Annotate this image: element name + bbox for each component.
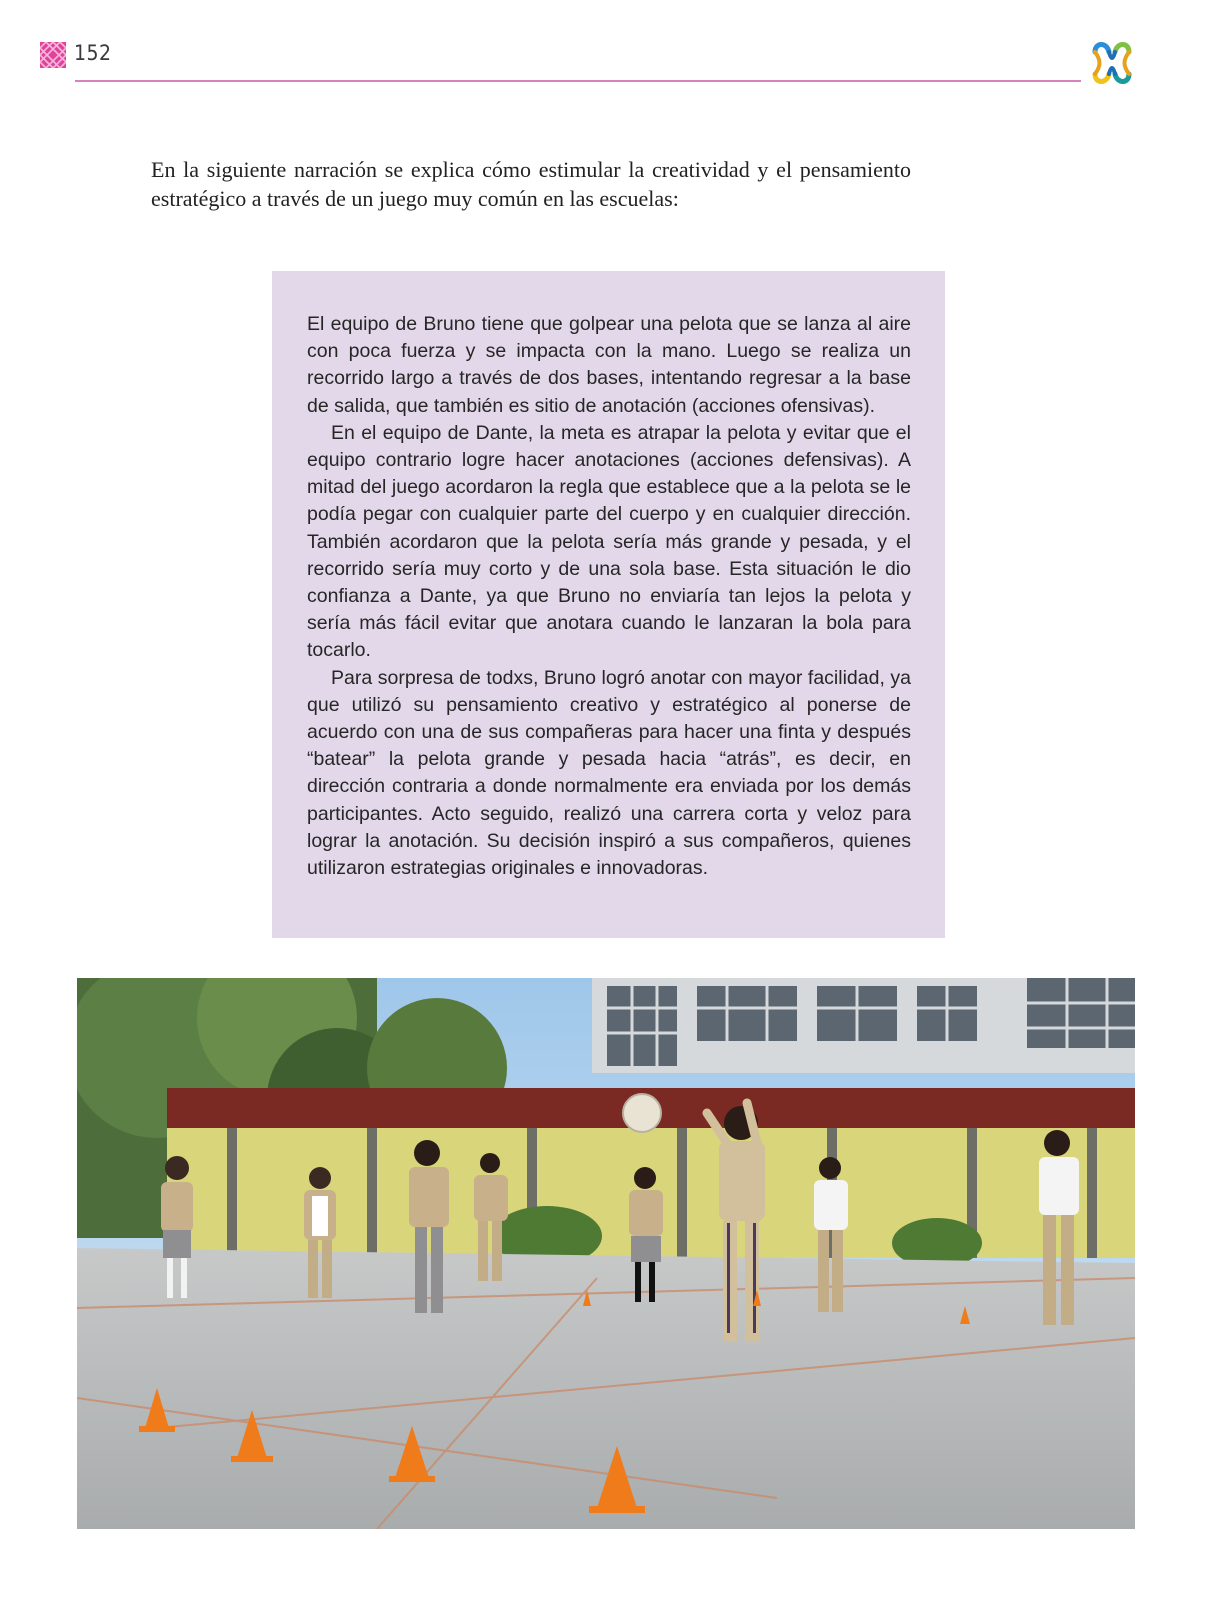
narrative-paragraph-2: En el equipo de Dante, la meta es atrapar la pelota y evitar que el equipo contrario logre hacer anotaciones (acciones defensivas). A mitad del juego acordaron la regla que establece que a la pelota se le podía pegar con cualquier parte del cuerpo y en cualquier dirección. También acordaron que la pelota sería más grande y pesada, y el recorrido sería muy corto y de una sola base. Esta situación le dio confianza a Dante, ya que Bruno no enviaría tan lejos la pelota y sería más fácil evitar que anotara cuando le lanzaran la bola para tocarlo. (307, 421, 911, 662)
page-header (0, 0, 1214, 100)
schoolyard-ball-game-photo (77, 978, 1135, 1529)
four-lobed-colorful-logo-icon (1089, 40, 1135, 86)
header-rule (75, 80, 1081, 82)
narrative-box (272, 271, 945, 938)
narrative-paragraph-1: El equipo de Bruno tiene que golpear una pelota que se lanza al aire con poca fuerza y se impacta con la mano. Luego se realiza un recorrido largo a través de dos bases, intentando regresar a la base de salida, que también es sitio de anotación (acciones ofensivas). (307, 313, 911, 417)
narrative-paragraph-3: Para sorpresa de todxs, Bruno logró anotar con mayor facilidad, ya que utilizó su pensamiento creativo y estratégico al ponerse de acuerdo con una de sus compañeras para hacer una finta y después “batear” la pelota grande y pesada hacia “atrás”, es decir, en dirección contraria a donde normalmente era enviada por los demás participantes. Acto seguido, realizó una carrera corta y veloz para lograr la anotación. Su decisión inspiró a sus compañeros, quienes utilizaron estrategias originales e innovadoras. (307, 666, 911, 880)
page-number: 152 (74, 41, 112, 65)
intro-paragraph: En la siguiente narración se explica cómo estimular la creatividad y el pensamiento estratégico a través de un juego muy común en las escuelas: (151, 157, 911, 211)
pink-pattern-icon (40, 42, 66, 68)
